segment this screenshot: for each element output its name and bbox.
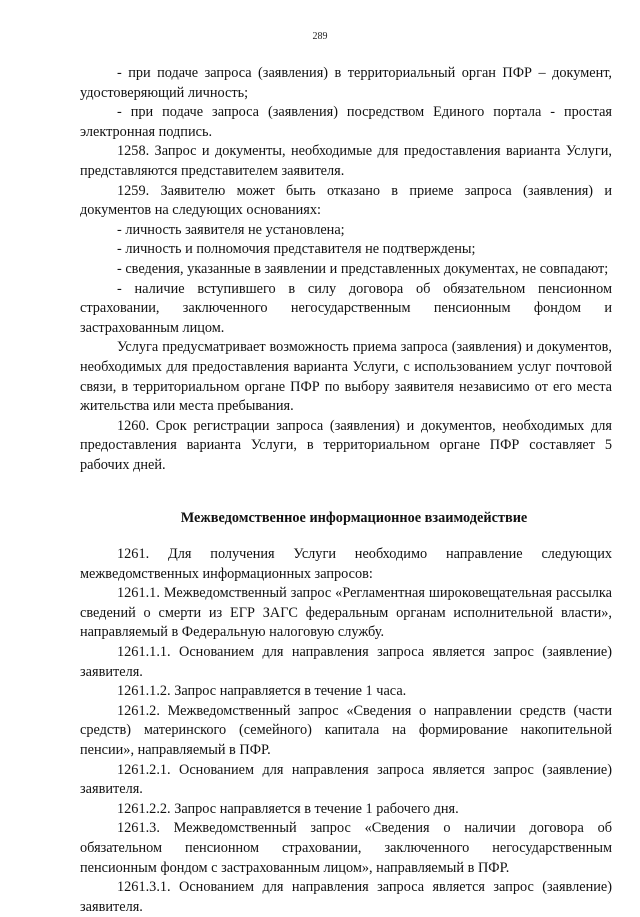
section-heading: Межведомственное информационное взаимодействие — [180, 510, 528, 527]
paragraph-1261-1-1: 1261.1.1. Основанием для направления запроса является запрос (заявление) заявителя. — [80, 644, 612, 680]
paragraph-refusal-contract: - наличие вступившего в силу договора об обязательном пенсионном страховании, заключенного негосударственным пенсионным фондом и застрахованным лицом. — [80, 280, 612, 336]
paragraph-refusal-mismatch: - сведения, указанные в заявлении и представленных документах, не совпадают; — [117, 260, 609, 277]
paragraph-postal-service: Услуга предусматривает возможность приема запроса (заявления) и документов, необходимых для предоставления варианта Услуги, с использованием услуг почтовой связи, в территориальном органе ПФР по выбору заявителя независимо от его места жительства или места пребывания. — [80, 339, 612, 415]
paragraph-1260: 1260. Срок регистрации запроса (заявления) и документов, необходимых для предоставления варианта Услуги, в территориальном органе ПФР составляет 5 рабочих дней. — [80, 417, 612, 473]
paragraph-refusal-representative: - личность и полномочия представителя не подтверждены; — [117, 241, 476, 258]
paragraph-1261-1: 1261.1. Межведомственный запрос «Регламентная широковещательная рассылка сведений о смерти из ЕГР ЗАГС федеральным органам исполнительной власти», направляемый в Федеральную налоговую службу. — [80, 585, 612, 641]
document-body — [80, 64, 612, 917]
paragraph-refusal-identity: - личность заявителя не установлена; — [117, 221, 345, 238]
paragraph-1258: 1258. Запрос и документы, необходимые для предоставления варианта Услуги, представляются представителем заявителя. — [80, 143, 612, 179]
paragraph-1261-2: 1261.2. Межведомственный запрос «Сведения о направлении средств (части средств) материнского (семейного) капитала на формирование накопительной пенсии», направляемый в ПФР. — [80, 702, 612, 758]
paragraph-1261-3: 1261.3. Межведомственный запрос «Сведения о наличии договора об обязательном пенсионном страховании, заключенного негосударственным пенсионным фондом с застрахованным лицом», направляемый в ПФР. — [80, 820, 612, 876]
paragraph-1261-2-1: 1261.2.1. Основанием для направления запроса является запрос (заявление) заявителя. — [80, 761, 612, 798]
paragraph-id-document: - при подаче запроса (заявления) в территориальный орган ПФР – документ, удостоверяющий личность; — [80, 65, 612, 101]
paragraph-1261-1-2: 1261.1.2. Запрос направляется в течение 1 часа. — [117, 683, 407, 700]
paragraph-1261-3-1: 1261.3.1. Основанием для направления запроса является запрос (заявление) заявителя. — [80, 879, 612, 915]
page-number: 289 — [312, 31, 328, 42]
paragraph-e-signature: - при подаче запроса (заявления) посредством Единого портала - простая электронная подпись. — [80, 104, 612, 140]
paragraph-1259: 1259. Заявителю может быть отказано в приеме запроса (заявления) и документов на следующих основаниях: — [80, 182, 612, 219]
paragraph-1261: 1261. Для получения Услуги необходимо направление следующих межведомственных информационных запросов: — [80, 546, 612, 582]
paragraph-1261-2-2: 1261.2.2. Запрос направляется в течение 1 рабочего дня. — [117, 800, 459, 817]
